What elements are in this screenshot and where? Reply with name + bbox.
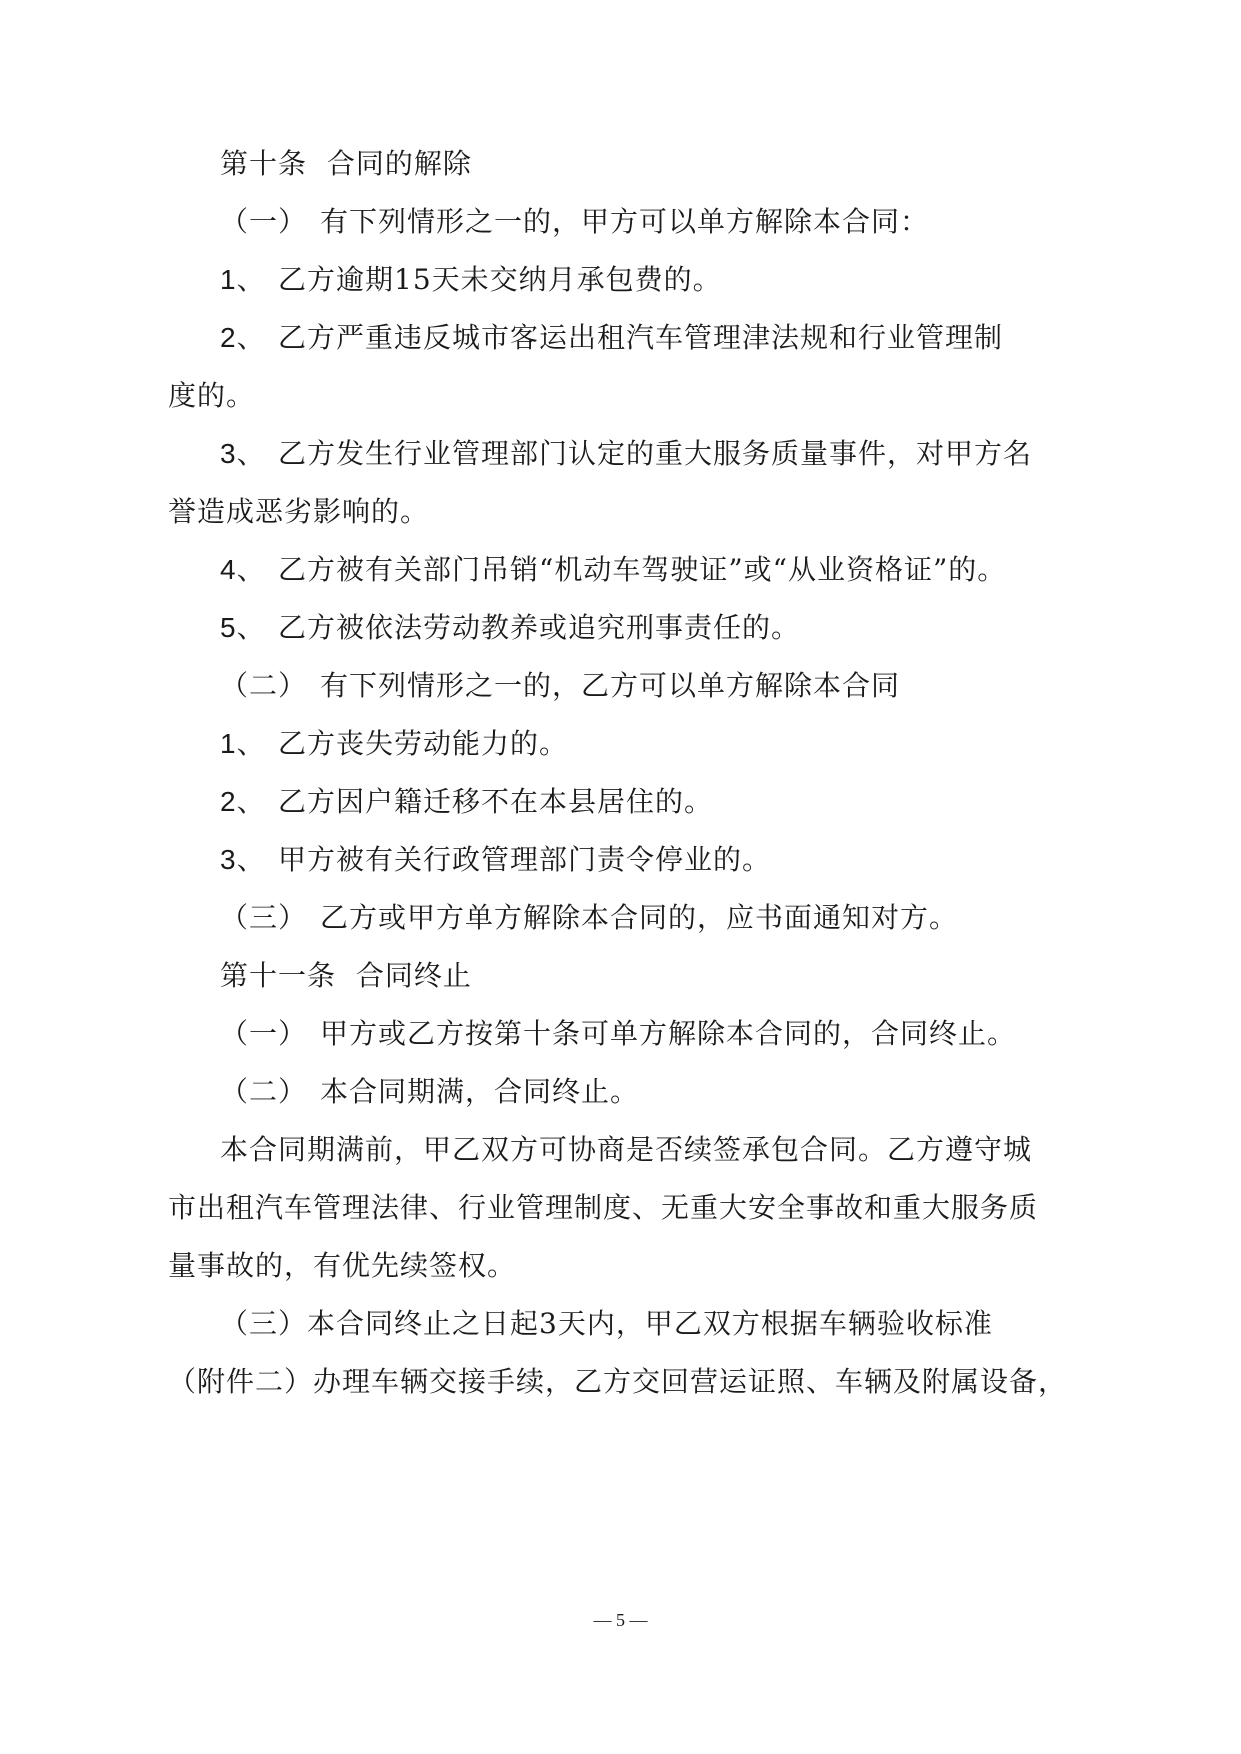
list-item-number: 3、 [220, 844, 266, 875]
clause-heading [220, 898, 958, 938]
list-item-text: 乙方丧失劳动能力的。 [278, 727, 569, 760]
clause-heading [220, 202, 929, 242]
article-heading [220, 144, 472, 184]
paragraph-text: （三）本合同终止之日起3天内，甲乙双方根据车辆验收标准 [220, 1307, 993, 1340]
clause-text: 有下列情形之一的，甲方可以单方解除本合同： [320, 205, 930, 238]
list-item [220, 782, 713, 822]
list-item-continuation [168, 376, 255, 416]
list-item-text: 乙方因户籍迁移不在本县居住的。 [278, 785, 714, 818]
list-item-text: 甲方被有关行政管理部门责令停业的。 [278, 843, 772, 876]
clause-label: （二） [220, 1075, 308, 1108]
paragraph-line [168, 1246, 516, 1286]
list-item [220, 550, 1006, 590]
clause-label: （一） [220, 205, 308, 238]
paragraph-line [168, 1362, 1067, 1402]
clause-text: 本合同期满，合同终止。 [320, 1075, 640, 1108]
list-item [220, 434, 1032, 474]
list-item-number: 5、 [220, 612, 266, 643]
article-number: 第十条 [220, 147, 308, 180]
paragraph-text: （附件二）办理车辆交接手续，乙方交回营运证照、车辆及附属设备， [168, 1365, 1068, 1398]
article-title: 合同的解除 [326, 147, 472, 180]
article-title: 合同终止 [355, 959, 472, 992]
list-item [220, 608, 800, 648]
list-item [220, 840, 771, 880]
list-item-text: 乙方严重违反城市客运出租汽车管理津法规和行业管理制 [278, 321, 1004, 354]
clause-text: 有下列情形之一的，乙方可以单方解除本合同 [320, 669, 901, 702]
list-item [220, 260, 722, 300]
article-heading [220, 956, 472, 996]
list-item-number: 1、 [220, 728, 266, 759]
list-item-text: 度的。 [168, 379, 256, 412]
clause-label: （三） [220, 901, 308, 934]
list-item-text: 乙方发生行业管理部门认定的重大服务质量事件，对甲方名 [278, 437, 1033, 470]
list-item-number: 2、 [220, 322, 266, 353]
list-item-text: 乙方被有关部门吊销“机动车驾驶证”或“从业资格证”的。 [278, 553, 1007, 586]
list-item-number: 3、 [220, 438, 266, 469]
clause-text: 甲方或乙方按第十条可单方解除本合同的，合同终止。 [320, 1017, 1017, 1050]
list-item [220, 318, 1003, 358]
list-item-number: 2、 [220, 786, 266, 817]
clause-heading [220, 666, 900, 706]
paragraph-text: 市出租汽车管理法律、行业管理制度、无重大安全事故和重大服务质 [168, 1191, 1039, 1224]
paragraph-text: 量事故的，有优先续签权。 [168, 1249, 517, 1282]
page-number: — 5 — [593, 1610, 648, 1630]
list-item-text: 乙方逾期15天未交纳月承包费的。 [278, 263, 722, 296]
list-item-text: 乙方被依法劳动教养或追究刑事责任的。 [278, 611, 801, 644]
paragraph-line [220, 1304, 993, 1344]
list-item [220, 724, 568, 764]
paragraph-line [220, 1130, 1032, 1170]
clause-heading [220, 1072, 639, 1112]
clause-label: （一） [220, 1017, 308, 1050]
clause-label: （二） [220, 669, 308, 702]
article-number: 第十一条 [220, 959, 337, 992]
clause-heading [220, 1014, 1016, 1054]
paragraph-line [168, 1188, 1038, 1228]
list-item-continuation [168, 492, 429, 532]
list-item-text: 誉造成恶劣影响的。 [168, 495, 430, 528]
clause-text: 乙方或甲方单方解除本合同的，应书面通知对方。 [320, 901, 959, 934]
paragraph-text: 本合同期满前，甲乙双方可协商是否续签承包合同。乙方遵守城 [220, 1133, 1033, 1166]
list-item-number: 4、 [220, 554, 266, 585]
list-item-number: 1、 [220, 264, 266, 295]
